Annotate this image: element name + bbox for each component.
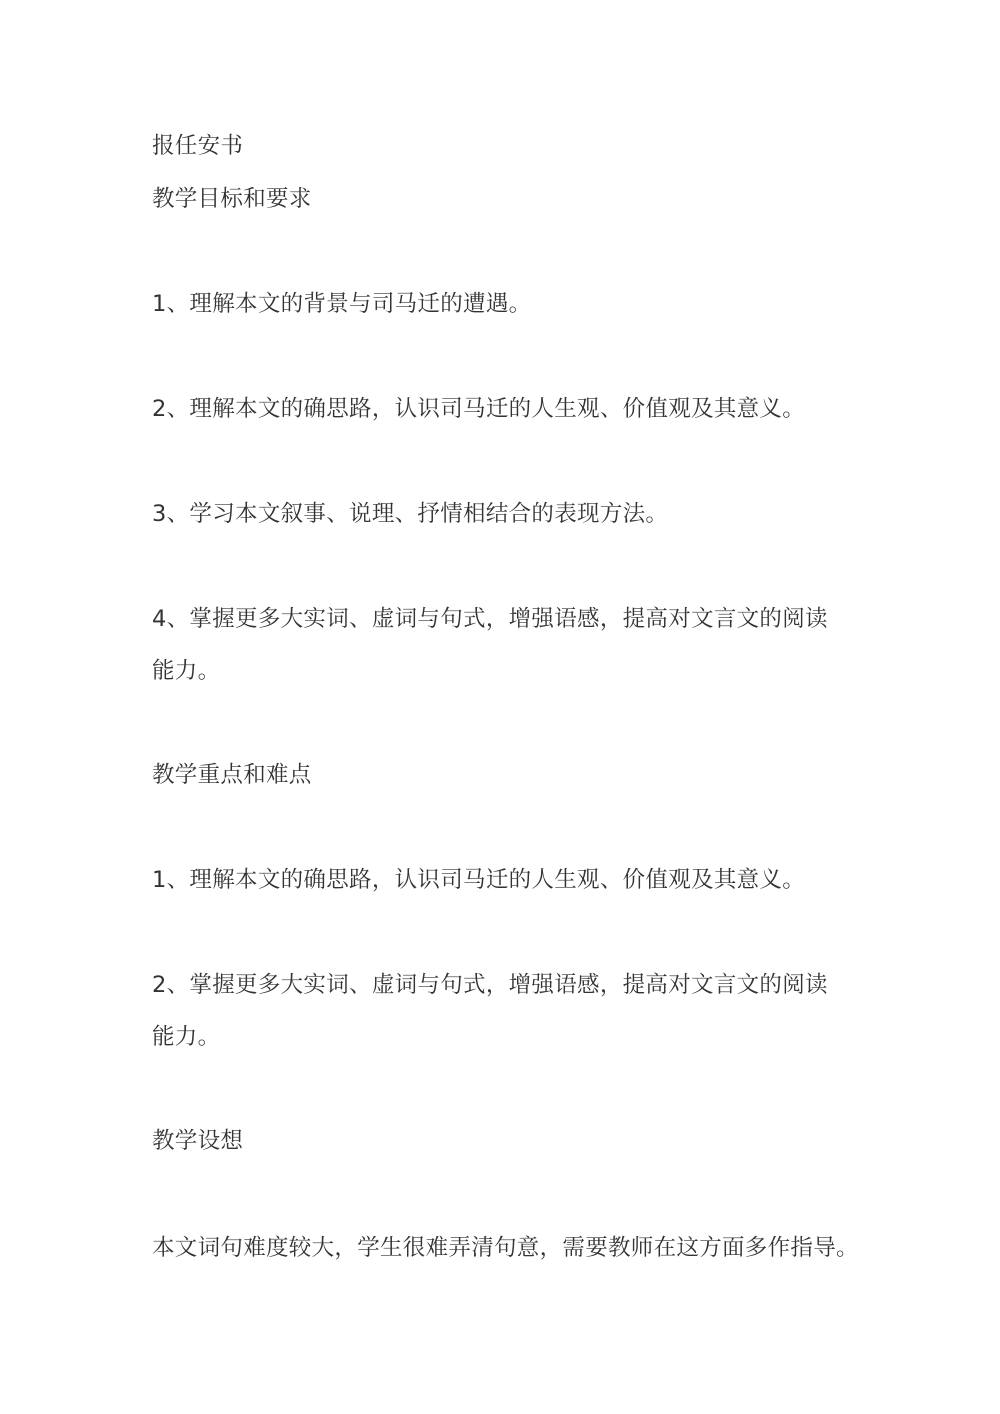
goal-item: 2、理解本文的确思路，认识司马迁的人生观、价值观及其意义。: [152, 396, 806, 422]
key-point-item-continuation: 能力。: [152, 1024, 221, 1050]
document-title: 报任安书: [152, 133, 244, 159]
key-point-item: 2、掌握更多大实词、虚词与句式，增强语感，提高对文言文的阅读: [152, 972, 828, 998]
design-paragraph: 本文词句难度较大，学生很难弄清句意，需要教师在这方面多作指导。: [152, 1235, 859, 1261]
goal-item: 4、掌握更多大实词、虚词与句式，增强语感，提高对文言文的阅读: [152, 606, 828, 632]
design-heading: 教学设想: [152, 1128, 244, 1154]
goal-item-continuation: 能力。: [152, 658, 221, 684]
goals-heading: 教学目标和要求: [152, 186, 312, 212]
goal-item: 3、学习本文叙事、说理、抒情相结合的表现方法。: [152, 501, 669, 527]
key-point-item: 1、理解本文的确思路，认识司马迁的人生观、价值观及其意义。: [152, 867, 806, 893]
goal-item: 1、理解本文的背景与司马迁的遭遇。: [152, 291, 532, 317]
key-points-heading: 教学重点和难点: [152, 762, 312, 788]
